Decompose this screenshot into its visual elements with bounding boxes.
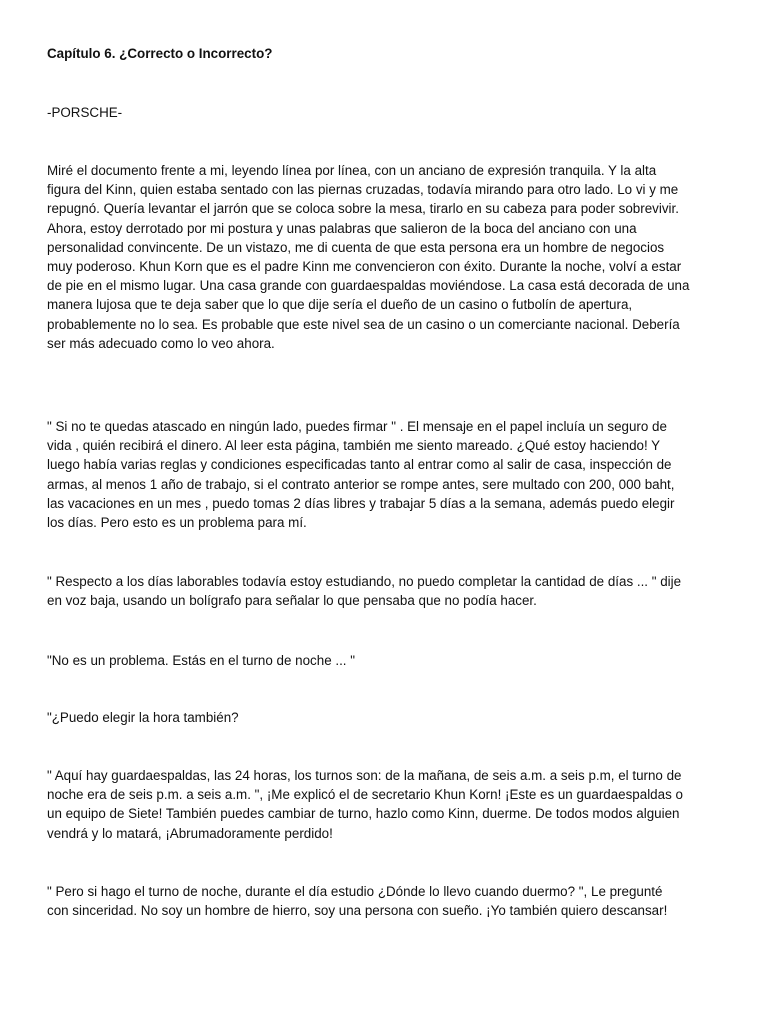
text-line: luego había varias reglas y condiciones especificadas tanto al entrar como al salir de casa, inspección de — [47, 457, 672, 473]
text-line: "No es un problema. Estás en el turno de noche ... " — [47, 653, 355, 668]
text-line: manera lujosa que te deja saber que lo que dije sería el dueño de un casino o futbolín de apertura, — [47, 297, 633, 313]
text-line: vida , quién recibirá el dinero. Al leer esta página, también me siento mareado. ¿Qué estoy haciendo! Y — [47, 438, 661, 454]
text-line: personalidad convincente. De un vistazo, me di cuenta de que esta persona era un hombre de negocios — [47, 239, 665, 255]
text-line: ser más adecuado como lo veo ahora. — [47, 335, 275, 351]
chapter-title-text: Capítulo 6. ¿Correcto o Incorrecto? — [47, 46, 273, 61]
text-line: con sinceridad. No soy un hombre de hierro, soy una persona con sueño. ¡Yo también quiero descansar! — [47, 903, 668, 919]
text-line: probablemente no lo sea. Es probable que este nivel sea de un casino o un comerciante nacional. Debería — [47, 316, 680, 332]
text-line: " Pero si hago el turno de noche, durante el día estudio ¿Dónde lo llevo cuando duermo? ", Le pregunté — [47, 884, 663, 899]
chapter-title — [47, 44, 723, 63]
text-line: vendrá y lo matará, ¡Abrumadoramente perdido! — [47, 825, 333, 841]
text-line: los días. Pero esto es un problema para mí. — [47, 515, 307, 531]
narrator-heading — [47, 103, 723, 122]
paragraph-6 — [47, 766, 723, 843]
paragraph-3 — [47, 572, 723, 610]
text-line: de pie en el mismo lugar. Una casa grande con guardaespaldas moviéndose. La casa está decorada de una — [47, 278, 690, 294]
paragraph-4 — [47, 651, 723, 670]
text-line: " Respecto a los días laborables todavía estoy estudiando, no puedo completar la cantidad de días ... " dije — [47, 574, 682, 589]
paragraph-5 — [47, 708, 723, 727]
text-line: Ahora, estoy derrotado por mi postura y unas palabras que salieron de la boca del anciano con una — [47, 220, 637, 236]
text-line: armas, al menos 1 año de trabajo, si el contrato anterior se rompe antes, sere multado con 200, 000 baht, — [47, 476, 675, 492]
text-line: noche era de seis p.m. a seis a.m. ", ¡Me explicó el de secretario Khun Korn! ¡Este es un guardaespaldas o — [47, 787, 683, 803]
text-line: las vacaciones en un mes , puedo tomas 2 días libres y trabajar 5 días a la semana, además puedo elegir — [47, 495, 675, 511]
text-line: "¿Puedo elegir la hora también? — [47, 710, 239, 725]
text-line: repugnó. Quería levantar el jarrón que se coloca sobre la mesa, tirarlo en su cabeza para poder sobrevivir. — [47, 201, 679, 217]
text-line: Miré el documento frente a mi, leyendo línea por línea, con un anciano de expresión tranquila. Y la alta — [47, 163, 657, 178]
paragraph-7 — [47, 882, 723, 920]
text-line: en voz baja, usando un bolígrafo para señalar lo que pensaba que no podía hacer. — [47, 593, 537, 609]
text-line: muy poderoso. Khun Korn que es el padre Kinn me convencieron con éxito. Durante la noche, volví a estar — [47, 259, 682, 275]
paragraph-1 — [47, 161, 723, 353]
text-line: " Si no te quedas atascado en ningún lado, puedes firmar " . El mensaje en el papel incluía un seguro de — [47, 419, 667, 434]
text-line: un equipo de Siete! También puedes cambiar de turno, hazlo como Kinn, duerme. De todos modos alguien — [47, 806, 680, 822]
text-line: " Aquí hay guardaespaldas, las 24 horas, los turnos son: de la mañana, de seis a.m. a seis p.m, el turno de — [47, 768, 682, 783]
text-line: figura del Kinn, quien estaba sentado con las piernas cruzadas, todavía mirando para otro lado. Lo vi y me — [47, 182, 679, 198]
paragraph-2 — [47, 417, 723, 532]
narrator-text: -PORSCHE- — [47, 105, 123, 120]
